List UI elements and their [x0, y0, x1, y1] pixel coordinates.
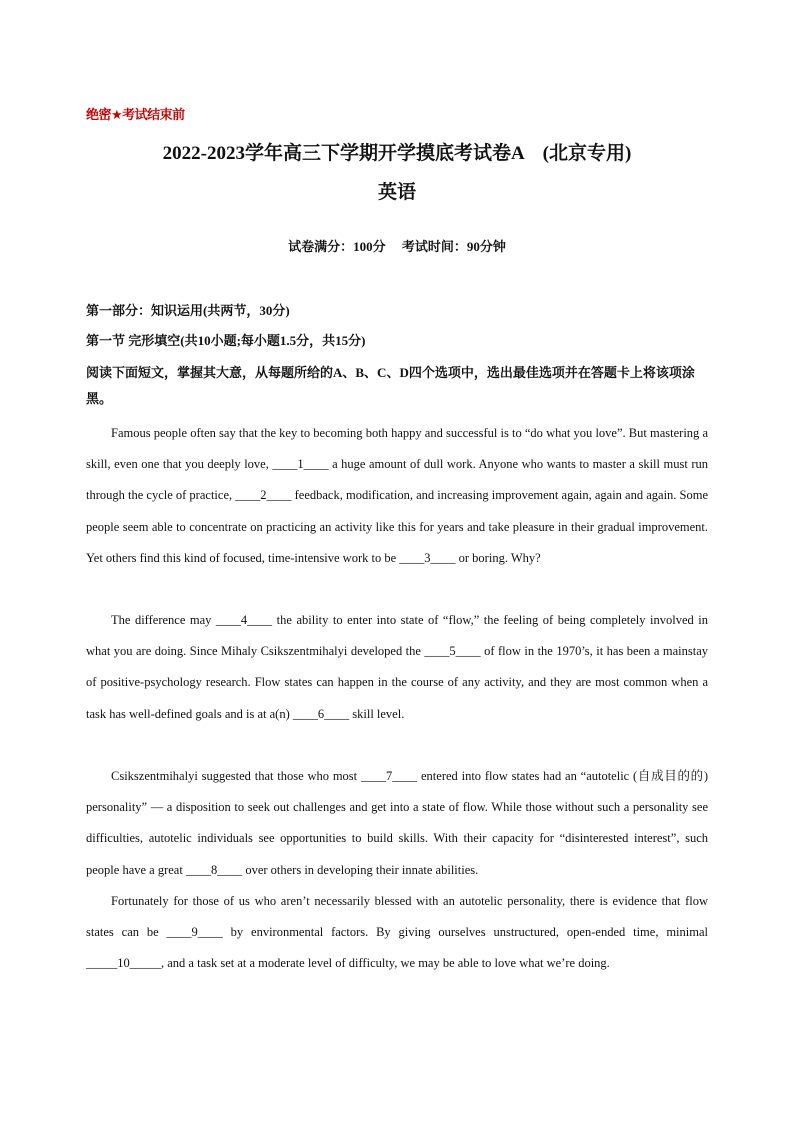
- passage-paragraph: Fortunately for those of us who aren’t necessarily blessed with an autotelic personality, there is evidence that flow states can be ____9____ by environmental factors. By giving ourselves unstructured, open-ended time, minimal _____10_____, and a task set at a moderate level of difficulty, we may be able to love what we’re doing.: [86, 894, 708, 971]
- section-heading: 第一节 完形填空(共10小题;每小题1.5分，共15分): [86, 333, 366, 348]
- passage-paragraph: Famous people often say that the key to becoming both happy and successful is to “do what you love”. But mastering a skill, even one that you deeply love, ____1____ a huge amount of dull work. Anyone who wants to master a skill must run through the cycle of practice, ____2____ feedback, modification, and increasing improvement again, again and again. Some people seem able to concentrate on practicing an activity like this for years and take pleasure in their gradual improvement. Yet others find this kind of focused, time-intensive work to be ____3____ or boring. Why?: [86, 426, 709, 565]
- exam-title: 2022-2023学年高三下学期开学摸底考试卷A (北京专用): [162, 143, 632, 164]
- part-heading: 第一部分：知识运用(共两节，30分): [86, 303, 290, 318]
- passage-paragraph: The difference may ____4____ the ability to enter into state of “flow,” the feeling of being completely involved in what you are doing. Since Mihaly Csikszentmihalyi developed the ____5____ of flow in the 1970’s, it has been a mainstay of positive-psychology research. Flow states can happen in the course of any activity, and they are most common when a task has well-defined goals and is at a(n) ____6____ skill level.: [86, 613, 708, 721]
- confidential-label: 绝密★考试结束前: [86, 108, 185, 123]
- subject-title: 英语: [377, 182, 416, 203]
- passage-paragraph: Csikszentmihalyi suggested that those who most ____7____ entered into flow states had an “autotelic (自成目的的) personality” — a disposition to seek out challenges and get into a state of flow. While those without such a personality see difficulties, autotelic individuals see opportunities to build skills. With their capacity for “disinterested interest”, such people have a great ____8____ over others in developing their innate abilities.: [86, 769, 708, 877]
- exam-info: 试卷满分：100分 考试时间：90分钟: [288, 239, 506, 254]
- instructions: 阅读下面短文，掌握其大意，从每题所给的A、B、C、D四个选项中，选出最佳选项并在答题卡上将该项涂黑。: [86, 365, 695, 406]
